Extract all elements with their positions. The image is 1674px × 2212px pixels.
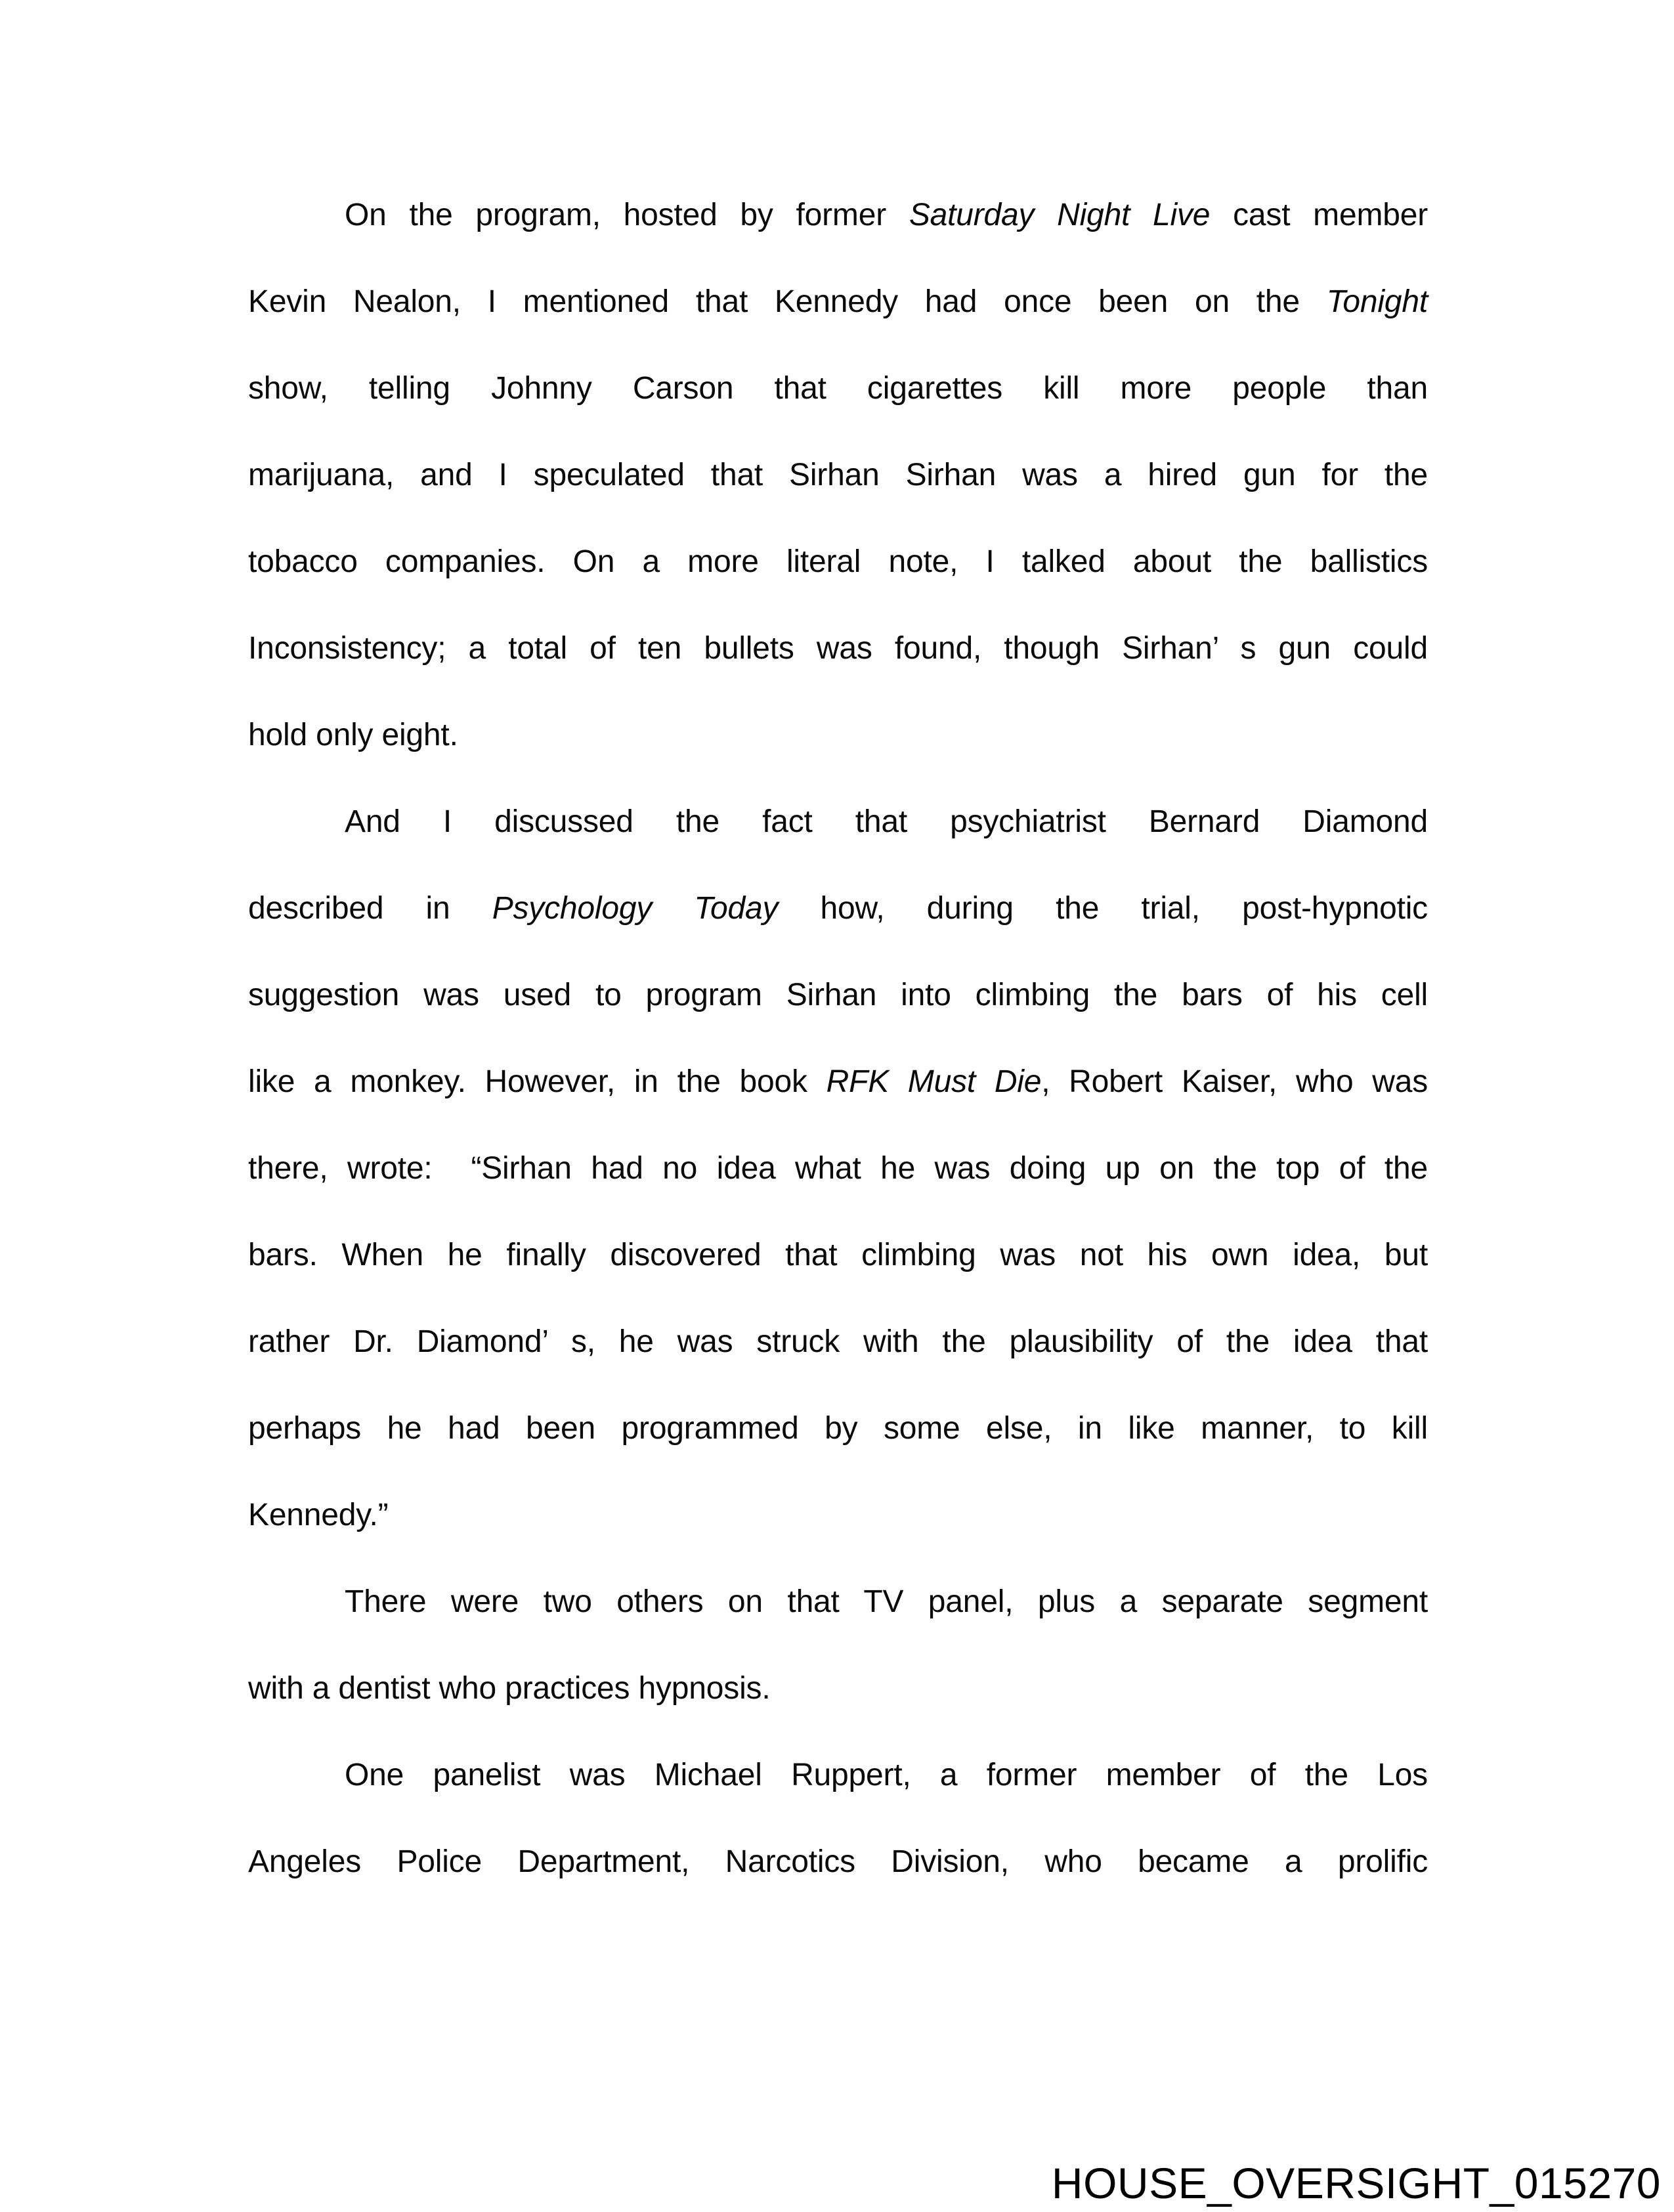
italic-text-run: Saturday Night Live xyxy=(909,198,1211,232)
text-run: On the program, hosted by former xyxy=(345,198,909,232)
text-run: Kevin Nealon, I mentioned that Kennedy had once been on the xyxy=(248,284,1327,319)
text-line xyxy=(248,1299,1428,1385)
text-line xyxy=(248,432,1428,519)
text-line xyxy=(248,1645,1428,1732)
text-run: Angeles Police Department, Narcotics Division, who became a prolific xyxy=(248,1844,1428,1879)
italic-text-run: RFK Must Die xyxy=(826,1064,1042,1099)
text-line xyxy=(248,1212,1428,1299)
italic-text-run: Tonight xyxy=(1326,284,1428,319)
text-line xyxy=(248,952,1428,1039)
text-run: marijuana, and I speculated that Sirhan Sirhan was a hired gun for the xyxy=(248,458,1428,492)
body-text xyxy=(248,172,1428,1905)
text-run: , Robert Kaiser, who was xyxy=(1041,1064,1428,1099)
text-line xyxy=(248,519,1428,605)
text-run: like a monkey. However, in the book xyxy=(248,1064,826,1099)
text-run: described in xyxy=(248,891,492,926)
text-line xyxy=(248,1039,1428,1125)
text-run: suggestion was used to program Sirhan into climbing the bars of his cell xyxy=(248,978,1428,1012)
text-run: bars. When he finally discovered that climbing was not his own idea, but xyxy=(248,1238,1428,1272)
text-line xyxy=(248,1559,1428,1645)
text-run: there, wrote: “Sirhan had no idea what he was doing up on the top of the xyxy=(248,1151,1428,1186)
bates-number: HOUSE_OVERSIGHT_015270 xyxy=(1051,2159,1661,2207)
text-line xyxy=(248,779,1428,865)
text-run: And I discussed the fact that psychiatrist Bernard Diamond xyxy=(345,804,1428,839)
text-line xyxy=(248,1819,1428,1905)
text-run: hold only eight. xyxy=(248,718,458,752)
text-line xyxy=(248,1732,1428,1819)
text-line xyxy=(248,172,1428,259)
text-run: tobacco companies. On a more literal note, I talked about the ballistics xyxy=(248,544,1428,579)
text-run: perhaps he had been programmed by some else, in like manner, to kill xyxy=(248,1411,1428,1446)
text-line xyxy=(248,605,1428,692)
text-run: Inconsistency; a total of ten bullets was found, though Sirhan’ s gun could xyxy=(248,631,1428,666)
text-run: cast member xyxy=(1210,198,1428,232)
italic-text-run: Psychology Today xyxy=(492,891,779,926)
text-line xyxy=(248,345,1428,432)
text-line xyxy=(248,259,1428,345)
text-run: show, telling Johnny Carson that cigarettes kill more people than xyxy=(248,371,1428,406)
text-run: with a dentist who practices hypnosis. xyxy=(248,1671,771,1706)
text-line xyxy=(248,865,1428,952)
text-run: One panelist was Michael Ruppert, a former member of the Los xyxy=(345,1758,1428,1792)
text-run: Kennedy.” xyxy=(248,1498,389,1532)
text-line xyxy=(248,692,1428,779)
text-line xyxy=(248,1125,1428,1212)
text-run: how, during the trial, post-hypnotic xyxy=(778,891,1428,926)
text-run: There were two others on that TV panel, plus a separate segment xyxy=(345,1584,1428,1619)
text-run: rather Dr. Diamond’ s, he was struck with the plausibility of the idea that xyxy=(248,1324,1428,1359)
text-line xyxy=(248,1472,1428,1559)
text-line xyxy=(248,1385,1428,1472)
